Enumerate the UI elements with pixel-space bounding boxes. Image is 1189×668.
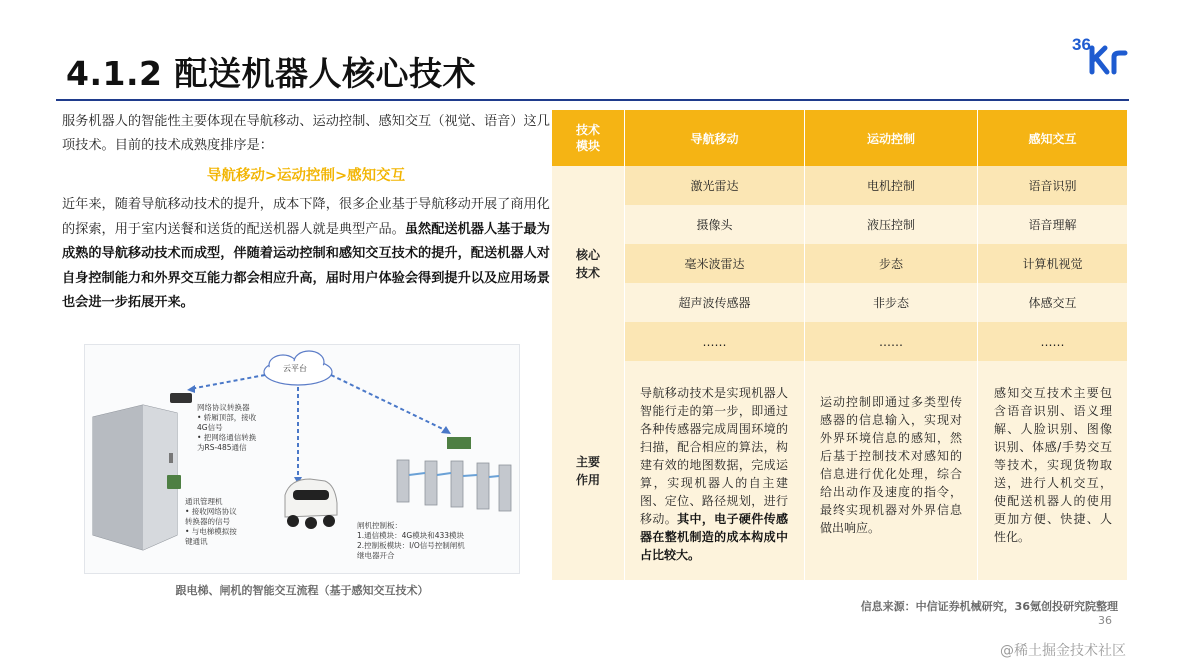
diagram-caption: 跟电梯、闸机的智能交互流程（基于感知交互技术） <box>175 584 429 597</box>
body-paragraph <box>62 193 552 316</box>
core-cell: 毫米波雷达 <box>684 257 745 271</box>
note-line: 闸机控制板： <box>357 521 402 530</box>
core-cell: 激光雷达 <box>690 179 739 193</box>
core-cell: 语音理解 <box>1028 218 1077 232</box>
maturity-ranking: 导航移动>运动控制>感知交互 <box>206 168 406 184</box>
note-line: 为RS-485通信 <box>197 443 247 452</box>
intro-text: 服务机器人的智能性主要体现在导航移动、运动控制、感知交互（视觉、语音）这几项技术。目前的技术成熟度排序是： <box>62 114 550 153</box>
source-note: 信息来源：中信证券机械研究，36氪创投研究院整理 <box>860 600 1118 613</box>
core-cell: 体感交互 <box>1028 296 1077 310</box>
core-cell: …… <box>1040 334 1065 349</box>
note-line: • 轿厢顶部，接收 <box>197 413 257 422</box>
core-cell: 液压控制 <box>866 218 915 232</box>
brand-logo <box>1072 30 1142 76</box>
cloud-label: 云平台 <box>283 364 307 373</box>
core-tech-label: 核心 技术 <box>575 247 600 280</box>
note-line: • 把网络通信转换 <box>197 433 257 442</box>
svg-text:36: 36 <box>1072 35 1091 54</box>
protocol-converter-note <box>197 403 293 453</box>
role-motion-control: 运动控制即通过多类型传感器的信息输入，实现对外界环境信息的感知，然后基于控制技术对感知的信息进行优化处理，综合给出动作及速度的指令，最终实现机器对外界信息做出响应。 <box>820 395 962 535</box>
note-line: 4G信号 <box>197 423 223 432</box>
delivery-robot-icon <box>285 479 337 529</box>
header-navigation: 导航移动 <box>625 110 804 166</box>
core-cell: 计算机视觉 <box>1022 257 1083 271</box>
core-cell: 摄像头 <box>696 218 733 232</box>
note-line: 转换器的信号 <box>185 517 230 526</box>
title-divider <box>56 99 1129 101</box>
page-number: 36 <box>1098 614 1112 627</box>
note-line: 2.控制板模块：I/O信号控制闸机 <box>357 541 465 550</box>
comm-manager-note <box>185 497 281 547</box>
note-line: 键通讯 <box>185 537 208 546</box>
role-navigation <box>640 384 788 564</box>
watermark: @稀土掘金技术社区 <box>1000 643 1126 659</box>
note-line: 1.通信模块：4G模块和433模块 <box>357 531 465 540</box>
core-cell: 非步态 <box>872 296 909 310</box>
body-paragraph-normal: 近年来，随着导航移动技术的提升，成本下降，很多企业基于导航移动开展了商用化的探索，用于室内送餐和送货的配送机器人就是典型产品。 <box>62 197 550 237</box>
note-line: 继电器开合 <box>357 551 395 560</box>
role-navigation-bold: 其中，电子硬件传感器在整机制造的成本构成中占比较大。 <box>640 512 788 562</box>
note-line: • 与电梯模拟按 <box>185 527 237 536</box>
core-cell: …… <box>879 334 903 349</box>
core-cell: 语音识别 <box>1028 179 1077 193</box>
header-module: 技术 模块 <box>552 110 624 166</box>
turnstile-gates-icon <box>397 460 511 511</box>
interaction-flow-diagram <box>84 344 520 574</box>
core-cell: 步态 <box>878 257 903 271</box>
header-perception: 感知交互 <box>978 110 1127 166</box>
note-line: • 接收网络协议 <box>185 507 237 516</box>
tech-table <box>552 110 1127 580</box>
body-paragraph-bold: 虽然配送机器人基于最为成熟的导航移动技术而成型，伴随着运动控制和感知交互技术的提升，配送机器人对自身控制能力和外界交互能力都会相应升高，届时用户体验会得到提升以及应用场景也会进一步拓展开来。 <box>62 221 550 310</box>
core-cell: 超声波传感器 <box>678 296 751 310</box>
note-line: 通讯管理机 <box>185 497 223 506</box>
role-perception: 感知交互技术主要包含语音识别、语义理解、人脸识别、图像识别、体感/手势交互等技术，实现货物取送，进行人机交互，使配送机器人的使用更加方便、快捷、人性化。 <box>994 386 1112 544</box>
elevator-icon <box>93 405 177 550</box>
main-role-label: 主要 作用 <box>575 454 600 487</box>
gate-control-note <box>357 521 517 561</box>
core-cell: 电机控制 <box>866 179 915 193</box>
slide-title: 4.1.2 配送机器人核心技术 <box>66 54 476 93</box>
role-navigation-normal: 导航移动技术是实现机器人智能行走的第一步，即通过各种传感器完成周围环境的扫描，配合相应的算法，构建有效的地图数据，完成运算，实现机器人的自主建图、定位、路径规划，进行移动。 <box>640 386 788 526</box>
core-cell: …… <box>702 334 727 349</box>
header-motion-control: 运动控制 <box>805 110 977 166</box>
note-line: 网络协议转换器 <box>197 403 250 412</box>
